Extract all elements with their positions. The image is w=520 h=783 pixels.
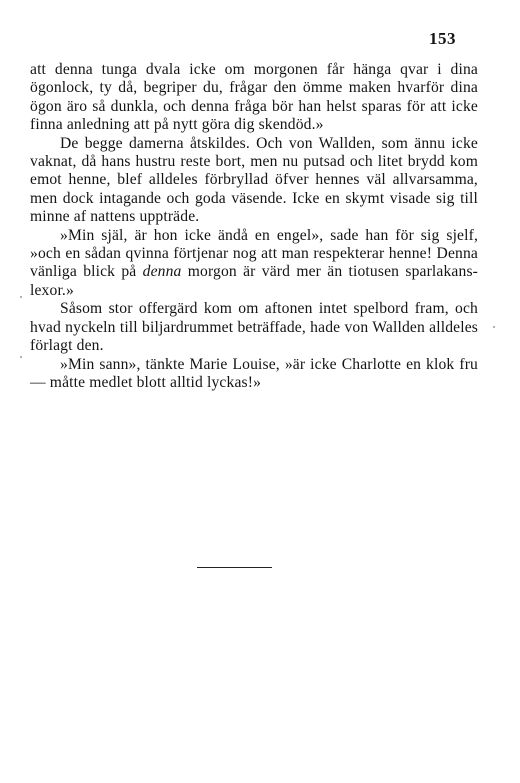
paragraph-marie-louise: »Min sann», tänkte Marie Louise, »är icke Charlotte en klok fru — måtte medlet blott alltid lyckas!» xyxy=(30,355,478,391)
speech-text-start: »Min själ, är hon icke ändå en engel», sade han för sig sjelf, »och en sådan qvinna förtjenar nog att man respekterar henne! Denna vänliga blick på xyxy=(30,226,478,281)
paragraph-ladies-parted: De begge damerna åtskildes. Och von Wallden, som ännu icke vaknat, då hans hustru reste bort, men nu putsad och litet brydd kom emot henne, blef alldeles förbryllad öfver hennes väl allvarsamma, men dock intagande och goda väsende. Icke en skymt visade sig till minne af nattens uppträde. xyxy=(30,134,478,226)
scan-speck xyxy=(20,296,22,298)
emphasized-word: denna xyxy=(142,263,182,281)
page-number: 153 xyxy=(429,29,456,48)
speech-text-end: morgon är värd mer än tiotusen sparlakans-lexor.» xyxy=(30,263,479,299)
scan-speck xyxy=(493,326,495,328)
section-divider-rule xyxy=(197,567,272,568)
paragraph-evening: Såsom stor offergärd kom om aftonen intet spelbord fram, och hvad nyckeln till biljardrummet beträffade, hade von Wallden alldeles förlagt den. xyxy=(30,300,478,355)
paragraph-wallden-speech xyxy=(30,227,478,301)
body-text xyxy=(30,61,478,392)
paragraph-continuation: att denna tunga dvala icke om morgonen får hänga qvar i dina ögonlock, ty då, begriper du, frågar den ömme maken hvarför dina ögon äro så dunkla, och denna fråga bör han helst sparas för att icke finna anledning att på nytt göra dig skendöd.» xyxy=(30,61,478,134)
scan-speck xyxy=(20,356,22,358)
